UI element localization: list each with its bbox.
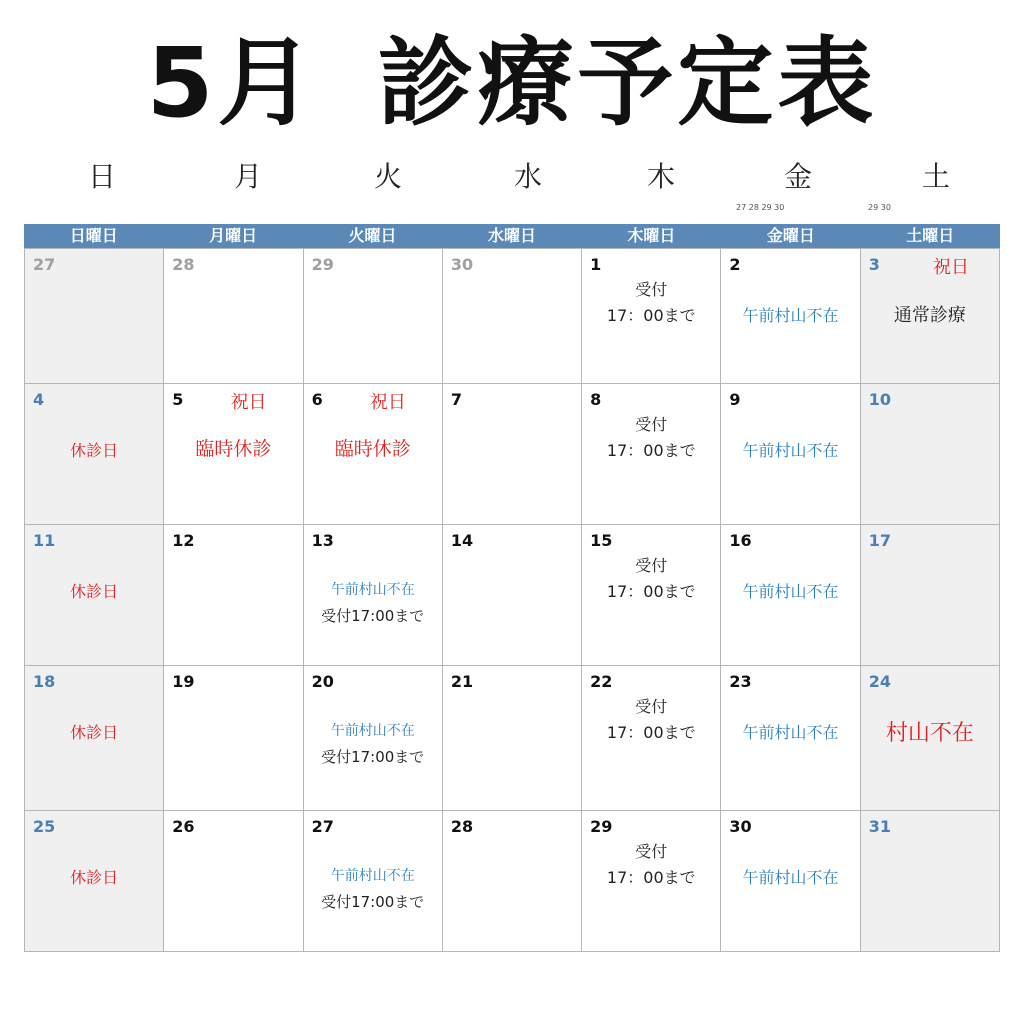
day-of-week-row [24,155,1000,195]
calendar-day-cell [721,249,860,384]
calendar-day-cell [861,666,1000,811]
calendar-day-cell [443,525,582,666]
temporary-closure-note: 臨時休診 [195,438,272,460]
calendar-day-cell [25,384,164,525]
reception-time: 受付17:00まで [321,893,425,911]
calendar-day-cell [304,811,443,952]
calendar-day-cell [582,666,721,811]
reception-time: 受付17:00まで [321,748,425,766]
absence-note: 午前村山不在 [330,868,415,884]
holiday-label: 祝日 [369,392,406,413]
title-month: 5月 [146,27,318,139]
day-number: 17 [868,531,891,550]
mini-dates: 29 30 [868,203,891,212]
title-text: 診療予定表 [377,27,878,139]
day-number: 14 [450,531,474,550]
day-number: 22 [590,672,613,691]
day-number: 23 [729,672,752,691]
day-number: 31 [868,817,891,836]
holiday-label: 祝日 [933,257,969,278]
day-number: 27 [311,817,334,836]
reception-note: 受付 [635,280,668,299]
calendar-day-cell [721,666,860,811]
calendar-day-cell [861,811,1000,952]
dow-label: 火 [373,160,403,193]
day-number: 3 [868,255,880,274]
calendar-day-cell [582,384,721,525]
day-number: 27 [33,255,56,274]
reception-note: 受付 [635,556,668,575]
reception-time: 17：00まで [606,723,696,742]
absence-note: 午前村山不在 [742,868,839,887]
reception-time: 17：00まで [606,868,696,887]
day-number: 19 [172,672,195,691]
calendar-day-cell [164,384,303,525]
calendar-day-cell [164,666,303,811]
reception-time: 17：00まで [606,306,696,325]
day-number: 15 [590,531,613,550]
header-tuesday: 火曜日 [348,226,397,245]
calendar-day-cell [25,249,164,384]
calendar-day-cell [582,525,721,666]
closed-note: 休診日 [70,441,119,460]
header-thursday: 木曜日 [627,226,676,245]
header-monday: 月曜日 [209,226,258,245]
dow-label: 金 [783,160,813,193]
page-title [0,28,1024,138]
day-number: 18 [33,672,56,691]
day-number: 13 [311,531,334,550]
calendar-day-cell [164,811,303,952]
absence-note: 午前村山不在 [742,582,839,601]
calendar-day-cell [304,666,443,811]
reception-note: 受付 [635,697,668,716]
day-number: 20 [311,672,334,691]
day-number: 2 [729,255,741,274]
day-number: 29 [590,817,613,836]
absence-note: 午前村山不在 [330,723,415,739]
calendar-day-cell [721,811,860,952]
absence-note: 午前村山不在 [742,723,839,742]
absence-note: 午前村山不在 [742,441,839,460]
header-wednesday: 水曜日 [487,226,536,245]
calendar-day-cell [25,525,164,666]
dow-label: 日 [87,160,117,193]
calendar-day-cell [861,525,1000,666]
calendar-day-cell [721,384,860,525]
dow-label: 土 [921,160,951,193]
calendar-day-cell [304,384,443,525]
reception-note: 受付 [635,842,668,861]
temporary-closure-note: 臨時休診 [334,438,411,460]
absence-note: 午前村山不在 [330,582,415,598]
day-number: 5 [172,390,184,409]
reception-time: 17：00まで [606,441,696,460]
calendar-day-cell [443,249,582,384]
reception-time: 受付17:00まで [321,607,425,625]
calendar-day-cell [582,249,721,384]
dow-label: 木 [646,160,676,193]
absence-note: 午前村山不在 [742,306,839,325]
calendar-day-cell [25,811,164,952]
day-number: 8 [590,390,602,409]
reception-time: 17：00まで [606,582,696,601]
closed-note: 休診日 [70,868,119,887]
reception-note: 受付 [635,415,668,434]
day-number: 11 [33,531,56,550]
calendar [24,224,1000,952]
day-number: 30 [450,255,474,274]
header-saturday: 土曜日 [906,226,955,245]
dow-label: 月 [233,160,263,193]
calendar-header [24,224,1000,248]
day-number: 12 [172,531,195,550]
day-number: 29 [311,255,334,274]
closed-note: 休診日 [70,582,119,601]
day-number: 24 [868,672,891,691]
day-number: 26 [172,817,195,836]
calendar-day-cell [443,666,582,811]
calendar-day-cell [861,384,1000,525]
calendar-grid [24,248,1000,952]
dow-label: 水 [513,160,543,193]
calendar-day-cell [25,666,164,811]
day-number: 7 [450,390,462,409]
day-number: 16 [729,531,752,550]
calendar-day-cell [304,525,443,666]
day-number: 30 [729,817,752,836]
mini-dates: 27 28 29 30 [736,203,785,212]
day-number: 28 [172,255,195,274]
header-sunday: 日曜日 [69,226,118,245]
calendar-day-cell [443,384,582,525]
header-friday: 金曜日 [766,226,815,245]
holiday-label: 祝日 [230,392,267,413]
day-number: 21 [450,672,474,691]
day-number: 28 [450,817,474,836]
absence-note: 村山不在 [885,721,974,746]
calendar-day-cell [861,249,1000,384]
calendar-day-cell [164,525,303,666]
day-number: 4 [33,390,45,409]
calendar-day-cell [443,811,582,952]
calendar-day-cell [164,249,303,384]
day-number: 9 [729,390,741,409]
calendar-day-cell [721,525,860,666]
day-number: 6 [311,390,323,409]
closed-note: 休診日 [70,723,119,742]
day-number: 1 [590,255,602,274]
day-number: 25 [33,817,56,836]
calendar-day-cell [304,249,443,384]
day-number: 10 [868,390,891,409]
regular-clinic-note: 通常診療 [893,305,966,326]
calendar-day-cell [582,811,721,952]
